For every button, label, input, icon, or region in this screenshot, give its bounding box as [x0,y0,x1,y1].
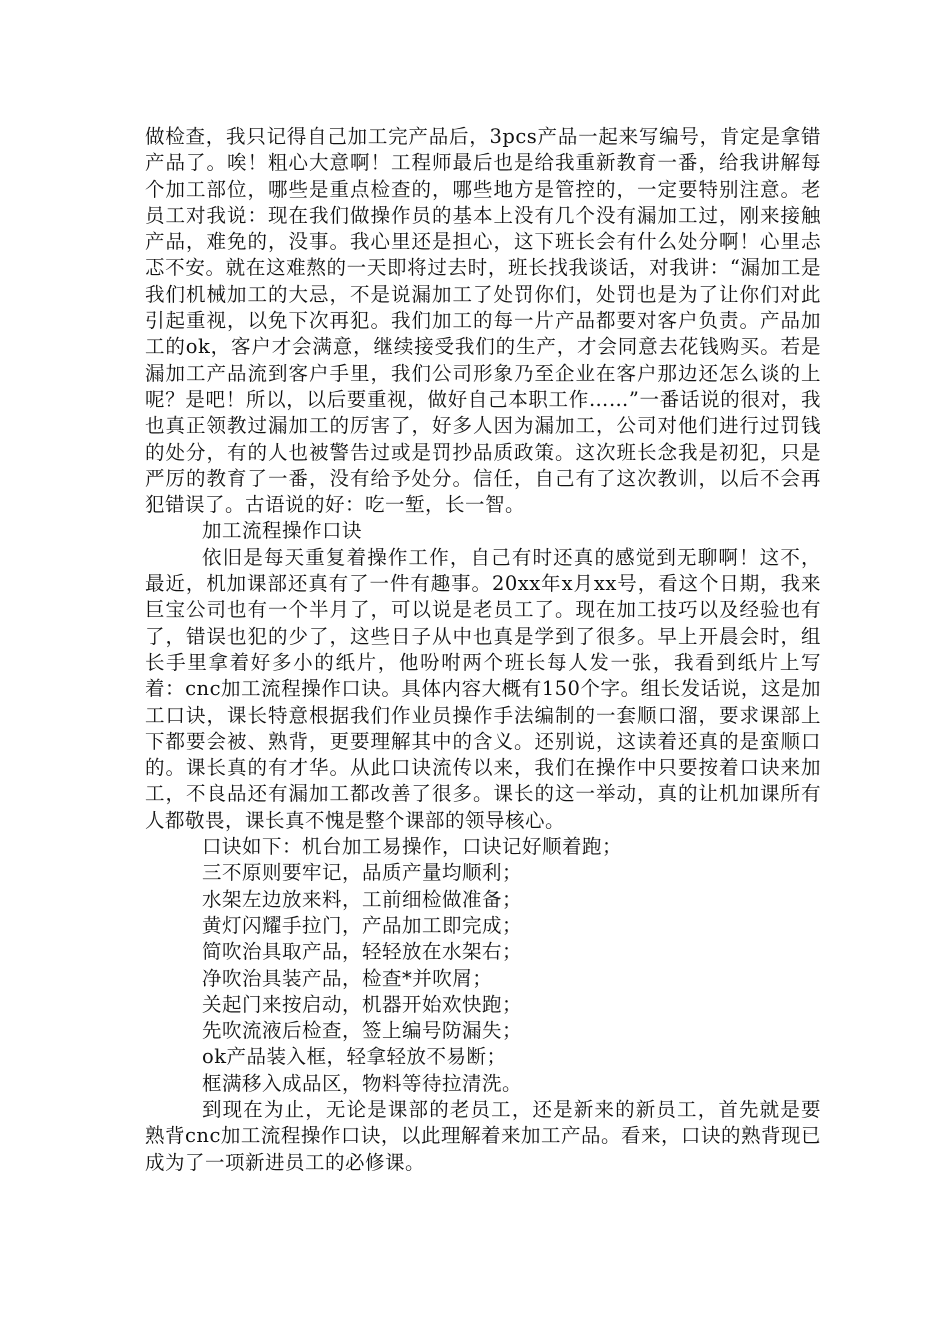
section-title: 加工流程操作口诀 [202,519,363,543]
paragraph-2: 依旧是每天重复着操作工作，自己有时还真的感觉到无聊啊！这不，最近，机加课部还真有了一件有趣事。20xx年x月xx号，看这个日期，我来巨宝公司也有一个半月了，可以说是老员工了。现在加工技巧以及经验也有了，错误也犯的少了，这些日子从中也真是学到了很多。早上开晨会时，组长手里拿着好多小的纸片，他吩咐两个班长每人发一张，我看到纸片上写着：cnc加工流程操作口诀。具体内容大概有150个字。组长发话说，这是加工口诀，课长特意根据我们作业员操作手法编制的一套顺口溜，要求课部上下都要会被、熟背，更要理解其中的含义。还别说，这读着还真的是蛮顺口的。课长真的有才华。从此口诀流传以来，我们在操作中只要按着口诀来加工，不良品还有漏加工都改善了很多。课长的这一举动，真的让机加课所有人都敬畏，课长真不愧是整个课部的领导核心。 [145,545,821,832]
verse-line: 水架左边放来料，工前细检做准备； [202,887,523,911]
verse-line: 框满移入成品区，物料等待拉清洗。 [202,1071,523,1095]
verse-line: 净吹治具装产品，检查*并吹屑； [202,966,493,990]
verse-block [145,834,821,1097]
verse-line: ok产品装入框，轻拿轻放不易断； [202,1045,507,1069]
paragraph-1: 做检查，我只记得自己加工完产品后，3pcs产品一起来写编号，肯定是拿错产品了。唉！粗心大意啊！工程师最后也是给我重新教育一番，给我讲解每个加工部位，哪些是重点检查的，哪些地方是管控的，一定要特别注意。老员工对我说：现在我们做操作员的基本上没有几个没有漏加工过，刚来接触产品，难免的，没事。我心里还是担心，这下班长会有什么处分啊！心里忐忑不安。就在这难熬的一天即将过去时，班长找我谈话，对我讲：“漏加工是我们机械加工的大忌，不是说漏加工了处罚你们，处罚也是为了让你们对此引起重视，以免下次再犯。我们加工的每一片产品都要对客户负责。产品加工的ok，客户才会满意，继续接受我们的生产，才会同意去花钱购买。若是漏加工产品流到客户手里，我们公司形象乃至企业在客户那边还怎么谈的上呢？是吧！所以，以后要重视，做好自己本职工作……”一番话说的很对，我也真正领教过漏加工的厉害了，好多人因为漏加工，公司对他们进行过罚钱的处分，有的人也被警告过或是罚抄品质政策。这次班长念我是初犯，只是严厉的教育了一番，没有给予处分。信任，自己有了这次教训，以后不会再犯错误了。古语说的好：吃一堑，长一智。 [145,125,821,517]
verse-line: 简吹治具取产品，轻轻放在水架右； [202,940,523,964]
verse-line: 先吹流液后检查，签上编号防漏失； [202,1019,523,1043]
verse-line: 关起门来按启动，机器开始欢快跑； [202,992,523,1016]
document-page [145,124,821,1176]
verse-line: 黄灯闪耀手拉门，产品加工即完成； [202,913,523,937]
paragraph-3: 到现在为止，无论是课部的老员工，还是新来的新员工，首先就是要熟背cnc加工流程操作口诀，以此理解着来加工产品。看来，口诀的熟背现已成为了一项新进员工的必修课。 [145,1097,821,1174]
verse-line: 口诀如下：机台加工易操作，口诀记好顺着跑； [202,835,623,859]
verse-line: 三不原则要牢记，品质产量均顺利； [202,861,523,885]
